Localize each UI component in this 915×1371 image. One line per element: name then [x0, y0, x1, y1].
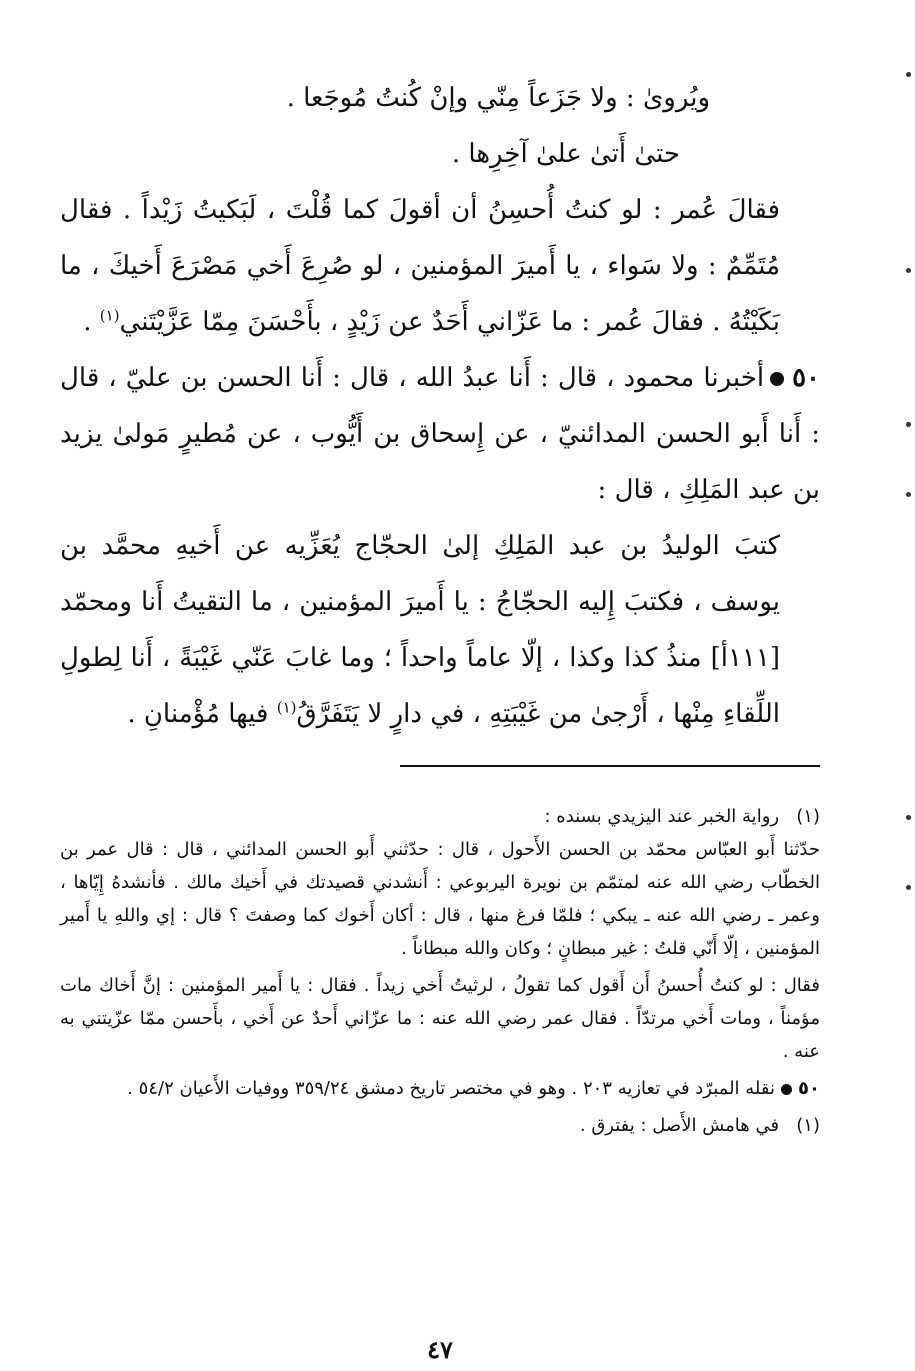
margin-mark — [906, 72, 911, 77]
period: . — [83, 307, 92, 337]
footnote-1b-text: في هامش الأَصل : يفترق . — [579, 1115, 780, 1136]
footnotes — [60, 800, 820, 1142]
verse-continuation: حتىٰ أَتىٰ علىٰ آخِرِها . — [451, 139, 680, 169]
margin-mark — [906, 422, 911, 427]
item-bullet-icon — [770, 372, 784, 386]
footnote-divider — [400, 765, 820, 767]
item-number: ٥٠ — [792, 363, 820, 393]
footnote-1b — [60, 1109, 820, 1142]
footnote-1-para1: حدّثنا أَبو العبّاس محمّد بن الحسن الأَحول ، قال : حدّثني أَبو الحسن المدائني ، قال : قال عمر بن الخطّاب رضي الله عنه لمتمّم بن نويرة اليربوعي : أَنشدني قصيدتك في أَخيك مالك . فأنشدهُ إِيّاها ، وعمر ـ رضي الله عنه ـ يبكي ؛ فلمّا فرغ منها ، قال : أكان أَخوك كما وصفتَ ؟ قال : إي واللهِ يا أَمير المؤمنين ، إلّا أَنّي قلتُ : غير مبطانٍ ؛ وكان والله مبطاناً . — [60, 839, 820, 959]
footnote-ref: (١) — [276, 698, 297, 717]
paragraph-isnad — [60, 350, 820, 518]
footnote-ref: (١) — [99, 306, 120, 325]
footnote-bullet-icon — [781, 1084, 792, 1095]
footnote-1-title-text: رواية الخبر عند اليزيدي بسنده : — [544, 806, 780, 827]
footnote-1-para2: فقال : لو كنتُ أُحسنُ أَن أَقول كما تقولُ ، لرثيتُ أَخي زيداً . فقال : يا أَمير المؤمنين : إنَّ أَخاك مات مؤمناً ، ومات أَخي مرتدّاً . فقال عمر رضي الله عنه : ما عزّاني أَحدٌ عن أَخي ، بأَحسن ممّا عزّيتني به عنه . — [60, 975, 820, 1062]
margin-mark — [906, 268, 911, 273]
walid-text-1: كتبَ الوليدُ بن عبد المَلِكِ إلىٰ الحجّاج يُعَزِّيه عن أَخيهِ محمَّد بن يوسف ، فكتبَ إِليه الحجّاجُ : يا أَميرَ المؤمنين ، ما التقيتُ أَنا ومحمّد — [60, 531, 780, 617]
main-text — [60, 70, 820, 742]
footnote-1-label: (١) — [796, 806, 820, 827]
footnote-50-label: ٥٠ — [798, 1078, 820, 1099]
verse-line: ويُروىٰ : ولا جَزَعاً مِنّي وإنْ كُنتُ مُوجَعا . — [286, 83, 710, 113]
footnote-50-text: نقله المبرّد في تعازيه ٢٠٣ . وهو في مختصر تاريخ دمشق ٣٥٩/٢٤ ووفيات الأَعيان ٥٤/٢ . — [127, 1078, 776, 1099]
margin-mark — [906, 815, 911, 820]
footnote-50 — [60, 1072, 820, 1105]
margin-mark — [906, 885, 911, 890]
walid-text-2: منذُ كذا وكذا ، إلّا عاماً واحداً ؛ وما غابَ عَنّي غَيْبَةً ، أَنا لِطولِ اللِّقاءِ مِنْها ، أَرْجىٰ من غَيْبَتِهِ ، في دارٍ لا يَتَفَرَّقُ — [60, 643, 780, 729]
margin-mark — [906, 492, 911, 497]
paragraph-umar — [60, 182, 820, 350]
page — [60, 70, 820, 1364]
paragraph-walid — [60, 518, 820, 742]
footnote-1b-label: (١) — [796, 1115, 820, 1136]
footnote-1-title — [60, 800, 820, 833]
folio-marker: [١١١أ] — [710, 643, 781, 673]
paragraph-umar-text: فقالَ عُمر : لو كنتُ أُحسِنُ أن أقولَ كما قُلْتَ ، لَبَكيتُ زَيْداً . فقال مُتَمِّمٌ : ولا سَواء ، يا أَميرَ المؤمنين ، لو صُرِعَ أَخي مَصْرَعَ أَخيكَ ، ما بَكَيْتُهُ . فقالَ عُمر : ما عَزّاني أَحَدٌ عن زَيْدٍ ، بأَحْسَنَ مِمّا عَزَّيْتَني — [60, 195, 780, 337]
isnad-text: أخبرنا محمود ، قال : أَنا عبدُ الله ، قال : أَنا الحسن بن عليّ ، قال : أَنا أَبو الحسن المدائنيّ ، عن إِسحاق بن أَيُّوب ، عن مُطيرٍ مَولىٰ يزيد بن عبد المَلِكِ ، قال : — [60, 363, 820, 505]
page-number: ٤٧ — [427, 1335, 453, 1364]
walid-text-3: فيها مُؤْمنانِ . — [127, 699, 269, 729]
